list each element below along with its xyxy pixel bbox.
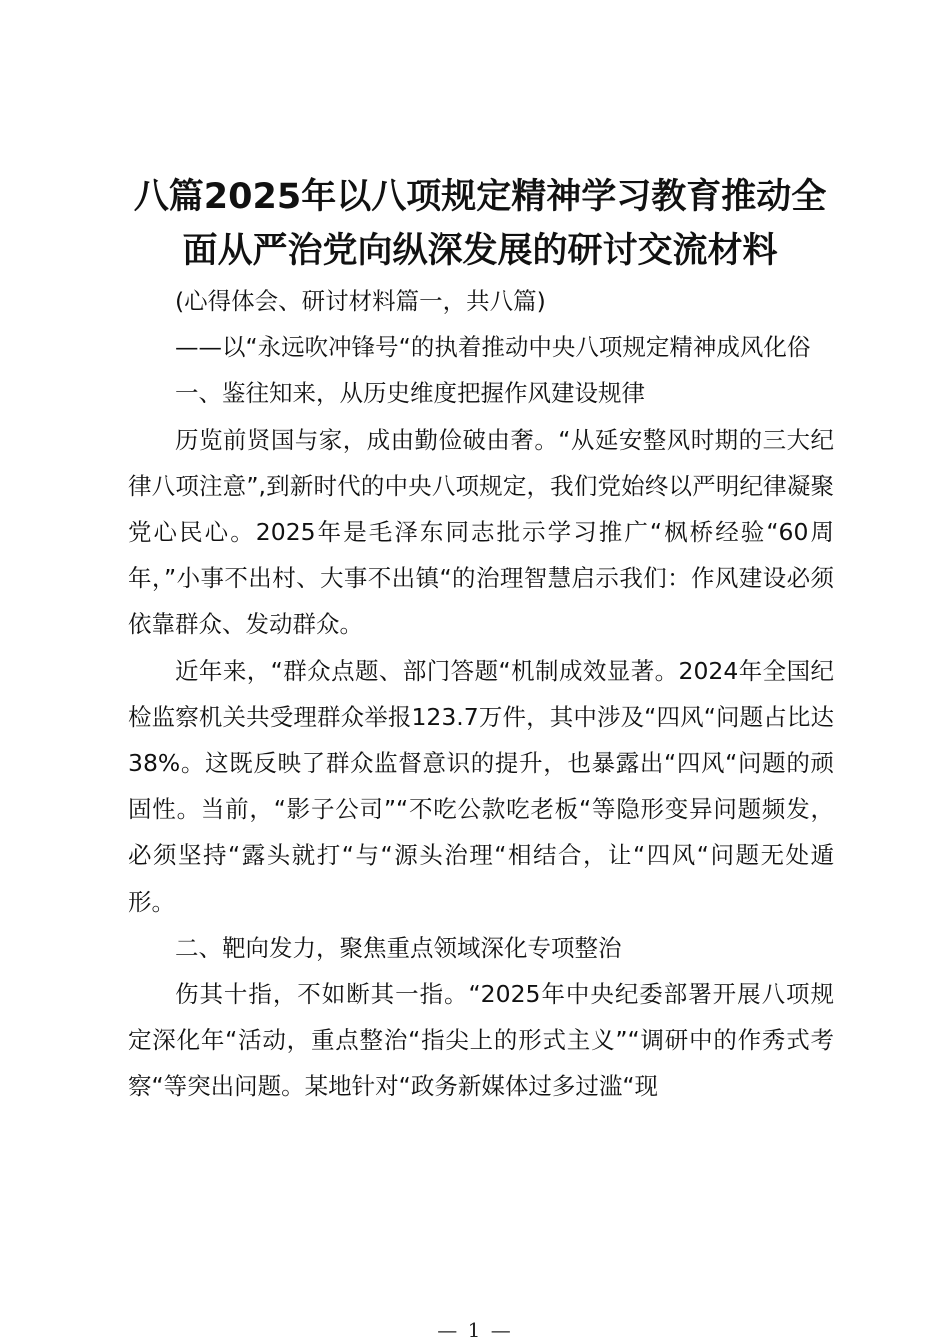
document-title: 八篇2025年以八项规定精神学习教育推动全面从严治党向纵深发展的研讨交流材料 [133,177,827,271]
paragraph-1: 历览前贤国与家，成由勤俭破由奢。“从延安整风时期的三大纪律八项注意”,到新时代的中央八项规定，我们党始终以严明纪律凝聚党心民心。2025年是毛泽东同志批示学习推广“枫桥经验“60周年，”小事不出村、大事不出镇“的治理智慧启示我们：作风建设必须依靠群众、发动群众。 [128,425,834,639]
paragraph-3: 伤其十指，不如断其一指。“2025年中央纪委部署开展八项规定深化年“活动，重点整治“指尖上的形式主义”“调研中的作秀式考察“等突出问题。某地针对“政务新媒体过多过滥“现 [128,980,834,1101]
section-heading-2: 二、靶向发力，聚焦重点领域深化专项整治 [175,933,622,962]
document-body [128,278,834,1110]
page-number: — 1 — [437,1318,513,1342]
subtitle-theme: ——以“永远吹冲锋号“的执着推动中央八项规定精神成风化俗 [175,333,811,362]
section-heading-1: 一、鉴往知来，从历史维度把握作风建设规律 [175,379,645,408]
paragraph-2: 近年来，“群众点题、部门答题“机制成效显著。2024年全国纪检监察机关共受理群众举报123.7万件，其中涉及“四风“问题占比达38%。这既反映了群众监督意识的提升，也暴露出“四风“问题的顽固性。当前，“影子公司”“不吃公款吃老板“等隐形变异问题频发，必须坚持“露头就打“与“源头治理“相结合，让“四风“问题无处遁形。 [128,656,834,916]
subtitle-note: (心得体会、研讨材料篇一，共八篇) [175,287,546,315]
